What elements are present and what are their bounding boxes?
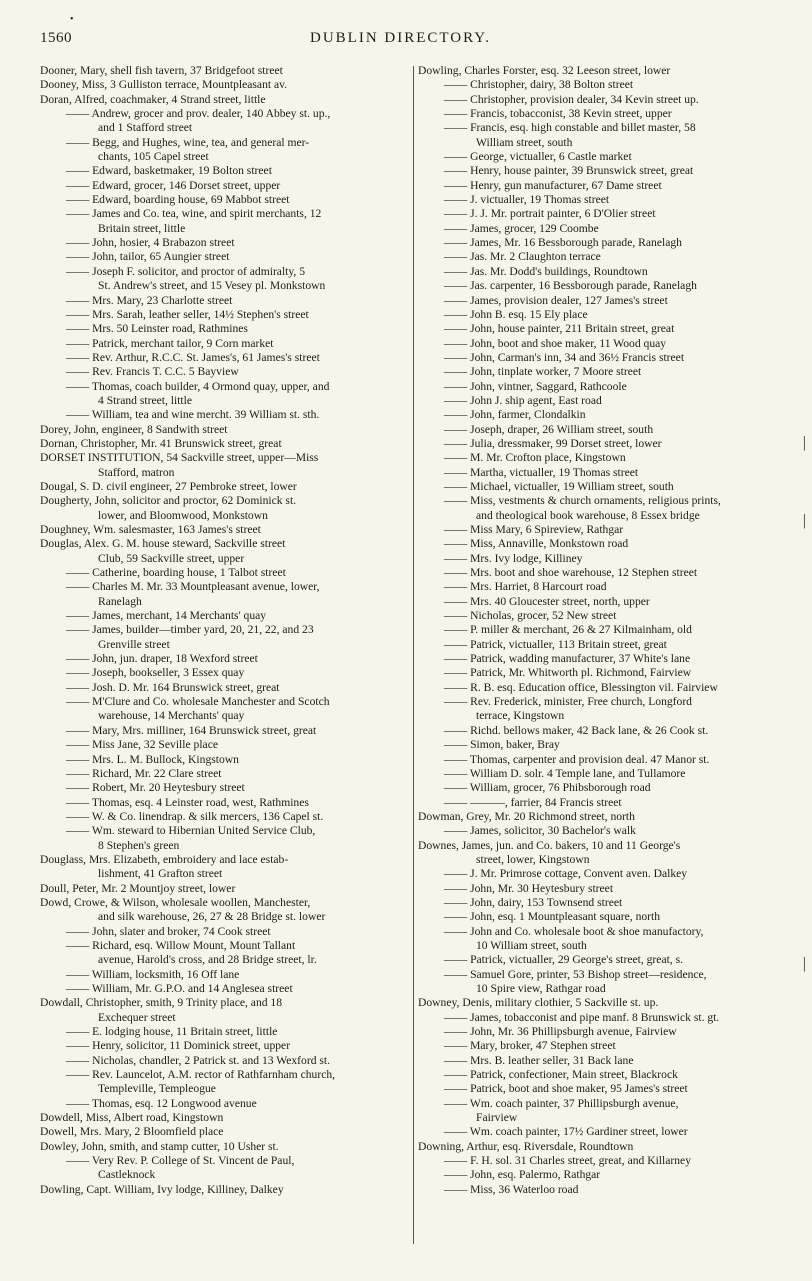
directory-entry-line: —— Patrick, wadding manufacturer, 37 White's lane (444, 652, 691, 666)
directory-entry-line: —— John, Carman's inn, 34 and 36½ Francis street (444, 350, 685, 364)
directory-entry-line: —— John, boot and shoe maker, 11 Wood quay (444, 336, 667, 350)
directory-entry-line: —— Very Rev. P. College of St. Vincent de Paul, (66, 1154, 295, 1168)
directory-entry-line: chants, 105 Capel street (98, 150, 209, 164)
directory-entry-line: lower, and Bloomwood, Monkstown (98, 508, 268, 522)
column-rule (413, 66, 414, 1244)
directory-entry-line: Dowley, John, smith, and stamp cutter, 10 Usher st. (40, 1139, 279, 1153)
directory-entry-line: Downes, James, jun. and Co. bakers, 10 and 11 George's (418, 838, 681, 852)
directory-entry-line: —— Edward, grocer, 146 Dorset street, upper (66, 178, 281, 192)
directory-entry-line: —— Martha, victualler, 19 Thomas street (444, 465, 639, 479)
directory-entry-line: Dooner, Mary, shell fish tavern, 37 Bridgefoot street (40, 64, 283, 77)
directory-entry-line: —— Wm. steward to Hibernian United Service Club, (66, 824, 316, 838)
directory-entry-line: Downey, Denis, military clothier, 5 Sackville st. up. (418, 996, 659, 1010)
directory-entry-line: Douglass, Mrs. Elizabeth, embroidery and lace estab- (40, 852, 289, 866)
directory-entry-line: Dornan, Christopher, Mr. 41 Brunswick street, great (40, 436, 282, 450)
directory-entry-line: —— John, vintner, Saggard, Rathcoole (444, 379, 627, 393)
directory-entry-line: —— Wm. coach painter, 17½ Gardiner street, lower (444, 1125, 688, 1139)
directory-entry-line: Doran, Alfred, coachmaker, 4 Strand street, little (40, 92, 266, 106)
directory-entry-line: —— Begg, and Hughes, wine, tea, and general mer- (66, 135, 310, 149)
directory-entry-line: Dougherty, John, solicitor and proctor, 62 Dominick st. (40, 494, 297, 508)
directory-entry-line: —— Edward, boarding house, 69 Mabbot street (66, 193, 290, 207)
directory-entry-line: —— John B. esq. 15 Ely place (444, 307, 588, 321)
directory-entry-line: —— John, esq. Palermo, Rathgar (444, 1168, 601, 1182)
directory-entry-line: —— William, locksmith, 16 Off lane (66, 967, 240, 981)
directory-entry-line: 10 William street, south (476, 938, 587, 952)
directory-entry-line: —— Joseph, draper, 26 William street, south (444, 422, 654, 436)
directory-entry-line: —— Joseph F. solicitor, and proctor of admiralty, 5 (66, 264, 306, 278)
directory-entry-line: —— Francis, esq. high constable and billet master, 58 (444, 121, 696, 135)
directory-entry-line: —— Patrick, victualler, 113 Britain street, great (444, 637, 667, 651)
directory-entry-line: —— John, jun. draper, 18 Wexford street (66, 652, 258, 666)
directory-entry-line: Dowdall, Christopher, smith, 9 Trinity place, and 18 (40, 996, 283, 1010)
directory-entry-line: —— Henry, gun manufacturer, 67 Dame street (444, 178, 662, 192)
directory-entry-line: —— Miss Mary, 6 Spireview, Rathgar (444, 523, 624, 536)
directory-entry-line: Dowdell, Miss, Albert road, Kingstown (40, 1111, 224, 1125)
directory-entry-line: —— Mary, broker, 47 Stephen street (444, 1039, 616, 1053)
directory-entry-line: Dorey, John, engineer, 8 Sandwith street (40, 422, 228, 436)
directory-entry-line: and 1 Stafford street (98, 121, 193, 135)
left-column (40, 64, 412, 1197)
directory-entry-line: —— Mary, Mrs. milliner, 164 Brunswick street, great (66, 723, 317, 737)
directory-entry-line: —— Thomas, esq. 12 Longwood avenue (66, 1096, 257, 1110)
directory-entry-line: —— Josh. D. Mr. 164 Brunswick street, great (66, 680, 280, 694)
directory-entry-line: —— Richard, esq. Willow Mount, Mount Tallant (66, 938, 296, 952)
directory-entry-line: Dowling, Charles Forster, esq. 32 Leeson street, lower (418, 64, 671, 77)
directory-entry-line: —— James, builder—timber yard, 20, 21, 22, and 23 (66, 623, 314, 637)
directory-entry-line: —— Richd. bellows maker, 42 Back lane, & 26 Cook st. (444, 723, 709, 737)
directory-entry-line: Club, 59 Sackville street, upper (98, 551, 245, 565)
directory-entry-line: Dowman, Grey, Mr. 20 Richmond street, north (418, 809, 635, 823)
directory-entry-line: —— James, merchant, 14 Merchants' quay (66, 609, 267, 623)
directory-entry-line: —— M. Mr. Crofton place, Kingstown (444, 451, 626, 465)
directory-entry-line: Douglas, Alex. G. M. house steward, Sackville street (40, 537, 286, 551)
directory-entry-line: —— Rev. Frederick, minister, Free church, Longford (444, 695, 692, 709)
directory-entry-line: Fairview (476, 1111, 518, 1125)
directory-entry-line: avenue, Harold's cross, and 28 Bridge street, lr. (98, 953, 317, 967)
directory-entry-line: —— Thomas, esq. 4 Leinster road, west, Rathmines (66, 795, 309, 809)
directory-entry-line: —— Simon, baker, Bray (444, 738, 560, 752)
directory-entry-line: —— Mrs. B. leather seller, 31 Back lane (444, 1053, 634, 1067)
directory-entry-line: —— Mrs. Harriet, 8 Harcourt road (444, 580, 607, 594)
directory-entry-line: terrace, Kingstown (476, 709, 565, 723)
margin-mark: | (802, 955, 806, 972)
directory-entry-line: —— Nicholas, chandler, 2 Patrick st. and 13 Wexford st. (66, 1053, 331, 1067)
directory-entry-line: —— Jas. Mr. Dodd's buildings, Roundtown (444, 264, 648, 278)
directory-entry-line: —— Patrick, boot and shoe maker, 95 James's street (444, 1082, 688, 1096)
directory-entry-line: —— Christopher, dairy, 38 Bolton street (444, 78, 634, 92)
directory-entry-line: Stafford, matron (98, 465, 175, 479)
directory-entry-line: —— Mrs. Ivy lodge, Killiney (444, 551, 583, 565)
page-header (40, 30, 800, 50)
directory-entry-line: —— John, Mr. 36 Phillipsburgh avenue, Fairview (444, 1025, 677, 1039)
directory-entry-line: —— William D. solr. 4 Temple lane, and Tullamore (444, 766, 686, 780)
directory-entry-line: —— E. lodging house, 11 Britain street, little (66, 1025, 278, 1039)
directory-entry-line: Dowling, Capt. William, Ivy lodge, Killiney, Dalkey (40, 1182, 284, 1196)
directory-entry-line: —— William, tea and wine mercht. 39 William st. sth. (66, 408, 320, 422)
directory-entry-line: —— Henry, house painter, 39 Brunswick street, great (444, 164, 694, 178)
directory-entry-line: 4 Strand street, little (98, 393, 193, 407)
directory-entry-line: —— John, tinplate worker, 7 Moore street (444, 365, 642, 379)
directory-entry-line: —— Mrs. 40 Gloucester street, north, upper (444, 594, 650, 608)
directory-entry-line: —— Patrick, confectioner, Main street, Blackrock (444, 1068, 678, 1082)
directory-entry-line: and silk warehouse, 26, 27 & 28 Bridge st. lower (98, 910, 326, 924)
directory-entry-line: —— F. H. sol. 31 Charles street, great, and Killarney (444, 1154, 691, 1168)
directory-entry-line: —— John, slater and broker, 74 Cook street (66, 924, 271, 938)
directory-entry-line: —— M'Clure and Co. wholesale Manchester and Scotch (66, 695, 330, 709)
directory-entry-line: Doughney, Wm. salesmaster, 163 James's street (40, 523, 261, 536)
directory-entry-line: —— Nicholas, grocer, 52 New street (444, 609, 617, 623)
directory-entry-line: Grenville street (98, 637, 170, 651)
directory-entry-line: —— John, esq. 1 Mountpleasant square, north (444, 910, 661, 924)
directory-entry-line: —— James, Mr. 16 Bessborough parade, Ranelagh (444, 236, 682, 250)
directory-entry-line: —— P. miller & merchant, 26 & 27 Kilmainham, old (444, 623, 692, 637)
directory-entry-line: —— Miss, Annaville, Monkstown road (444, 537, 629, 551)
directory-entry-line: —— James, solicitor, 30 Bachelor's walk (444, 824, 636, 838)
directory-entry-line: —— William, Mr. G.P.O. and 14 Anglesea street (66, 982, 293, 995)
directory-entry-line: Dougal, S. D. civil engineer, 27 Pembroke street, lower (40, 479, 297, 493)
directory-entry-line: —— John and Co. wholesale boot & shoe manufactory, (444, 924, 704, 938)
directory-entry-line: —— W. & Co. linendrap. & silk mercers, 136 Capel st. (66, 809, 324, 823)
page-number: 1560 (40, 30, 72, 46)
directory-entry-line: —— Miss, 36 Waterloo road (444, 1182, 579, 1196)
directory-entry-line: —— Rev. Launcelot, A.M. rector of Rathfarnham church, (66, 1068, 336, 1082)
directory-entry-line: —— John, house painter, 211 Britain street, great (444, 322, 675, 336)
directory-entry-line: Doull, Peter, Mr. 2 Mountjoy street, lower (40, 881, 236, 895)
directory-entry-line: 10 Spire view, Rathgar road (476, 982, 606, 995)
directory-entry-line: —— James and Co. tea, wine, and spirit merchants, 12 (66, 207, 322, 221)
directory-entry-line: —— Julia, dressmaker, 99 Dorset street, lower (444, 436, 662, 450)
directory-entry-line: —— Christopher, provision dealer, 34 Kevin street up. (444, 92, 699, 106)
directory-entry-line: —— John, tailor, 65 Aungier street (66, 250, 230, 264)
directory-entry-line: —— J. J. Mr. portrait painter, 6 D'Olier street (444, 207, 656, 221)
directory-entry-line: —— Patrick, victualler, 29 George's street, great, s. (444, 953, 684, 967)
directory-entry-line: —— John J. ship agent, East road (444, 393, 602, 407)
margin-mark: | (802, 434, 806, 451)
directory-entry-line: —— Patrick, Mr. Whitworth pl. Richmond, Fairview (444, 666, 692, 680)
directory-entry-line: —— John, dairy, 153 Townsend street (444, 895, 623, 909)
directory-entry-line: —— James, tobacconist and pipe manf. 8 Brunswick st. gt. (444, 1010, 720, 1024)
page-speck: • (70, 14, 74, 25)
directory-entry-line: Dowell, Mrs. Mary, 2 Bloomfield place (40, 1125, 224, 1139)
directory-entry-line: —— Edward, basketmaker, 19 Bolton street (66, 164, 272, 178)
directory-entry-line: Templeville, Templeogue (98, 1082, 216, 1096)
directory-entry-line: Ranelagh (98, 594, 142, 608)
directory-entry-line: —— Miss, vestments & church ornaments, religious prints, (444, 494, 721, 508)
directory-entry-line: —— Rev. Francis T. C.C. 5 Bayview (66, 365, 239, 379)
margin-mark: | (802, 512, 806, 529)
directory-entry-line: —— Miss Jane, 32 Seville place (66, 738, 218, 752)
directory-entry-line: lishment, 41 Grafton street (98, 867, 223, 881)
directory-entry-line: —— Francis, tobacconist, 38 Kevin street, upper (444, 107, 672, 121)
directory-entry-line: DORSET INSTITUTION, 54 Sackville street, upper—Miss (40, 451, 319, 465)
directory-entry-line: —— Mrs. boot and shoe warehouse, 12 Stephen street (444, 566, 698, 580)
directory-entry-line: —— Wm. coach painter, 37 Phillipsburgh avenue, (444, 1096, 679, 1110)
directory-entry-line: —— R. B. esq. Education office, Blessington vil. Fairview (444, 680, 718, 694)
directory-entry-line: Dooney, Miss, 3 Gulliston terrace, Mountpleasant av. (40, 78, 288, 92)
directory-entry-line: —— Mrs. 50 Leinster road, Rathmines (66, 322, 248, 336)
directory-entry-line: —— Jas. Mr. 2 Claughton terrace (444, 250, 601, 264)
directory-entry-line: —— James, provision dealer, 127 James's street (444, 293, 668, 307)
directory-entry-line: —— Jas. carpenter, 16 Bessborough parade, Ranelagh (444, 279, 697, 293)
directory-entry-line: —— ———, farrier, 84 Francis street (444, 795, 622, 809)
directory-entry-line: —— John, farmer, Clondalkin (444, 408, 586, 422)
directory-entry-line: —— Robert, Mr. 20 Heytesbury street (66, 781, 245, 795)
directory-entry-line: William street, south (476, 135, 573, 149)
directory-entry-line: St. Andrew's street, and 15 Vesey pl. Monkstown (98, 279, 326, 293)
directory-entry-line: —— J. Mr. Primrose cottage, Convent aven. Dalkey (444, 867, 688, 881)
directory-entry-line: Downing, Arthur, esq. Riversdale, Roundtown (418, 1139, 634, 1153)
directory-entry-line: —— Mrs. L. M. Bullock, Kingstown (66, 752, 239, 766)
directory-entry-line: —— J. victualler, 19 Thomas street (444, 193, 610, 207)
directory-entry-line: Dowd, Crowe, & Wilson, wholesale woollen, Manchester, (40, 895, 311, 909)
directory-entry-line: —— Mrs. Mary, 23 Charlotte street (66, 293, 233, 307)
directory-entry-line: —— John, hosier, 4 Brabazon street (66, 236, 235, 250)
directory-entry-line: —— William, grocer, 76 Phibsborough road (444, 781, 651, 795)
running-title: DUBLIN DIRECTORY. (310, 30, 491, 46)
directory-entry-line: —— Joseph, bookseller, 3 Essex quay (66, 666, 245, 680)
directory-entry-line: —— Andrew, grocer and prov. dealer, 140 Abbey st. up., (66, 107, 331, 121)
directory-entry-line: —— Mrs. Sarah, leather seller, 14½ Stephen's street (66, 307, 309, 321)
directory-entry-line: Britain street, little (98, 221, 186, 235)
directory-entry-line: and theological book warehouse, 8 Essex bridge (476, 508, 700, 522)
directory-entry-line: —— Michael, victualler, 19 William street, south (444, 479, 674, 493)
directory-entry-line: —— John, Mr. 30 Heytesbury street (444, 881, 614, 895)
directory-entry-line: —— Samuel Gore, printer, 53 Bishop street—residence, (444, 967, 707, 981)
directory-entry-line: —— Rev. Arthur, R.C.C. St. James's, 61 James's street (66, 350, 320, 364)
directory-entry-line: —— Richard, Mr. 22 Clare street (66, 766, 222, 780)
directory-entry-line: —— Patrick, merchant tailor, 9 Corn market (66, 336, 274, 350)
directory-entry-line: 8 Stephen's green (98, 838, 180, 852)
directory-entry-line: —— George, victualler, 6 Castle market (444, 150, 632, 164)
directory-entry-line: —— Charles M. Mr. 33 Mountpleasant avenue, lower, (66, 580, 320, 594)
directory-entry-line: Castleknock (98, 1168, 156, 1182)
directory-entry-line: —— Thomas, carpenter and provision deal. 47 Manor st. (444, 752, 710, 766)
directory-entry-line: —— James, grocer, 129 Coombe (444, 221, 599, 235)
directory-entry-line: street, lower, Kingstown (476, 852, 590, 866)
right-column (418, 64, 794, 1197)
directory-entry-line: —— Catherine, boarding house, 1 Talbot street (66, 566, 286, 580)
directory-entry-line: —— Thomas, coach builder, 4 Ormond quay, upper, and (66, 379, 330, 393)
directory-entry-line: Exchequer street (98, 1010, 176, 1024)
directory-entry-line: —— Henry, solicitor, 11 Dominick street, upper (66, 1039, 291, 1053)
directory-entry-line: warehouse, 14 Merchants' quay (98, 709, 245, 723)
